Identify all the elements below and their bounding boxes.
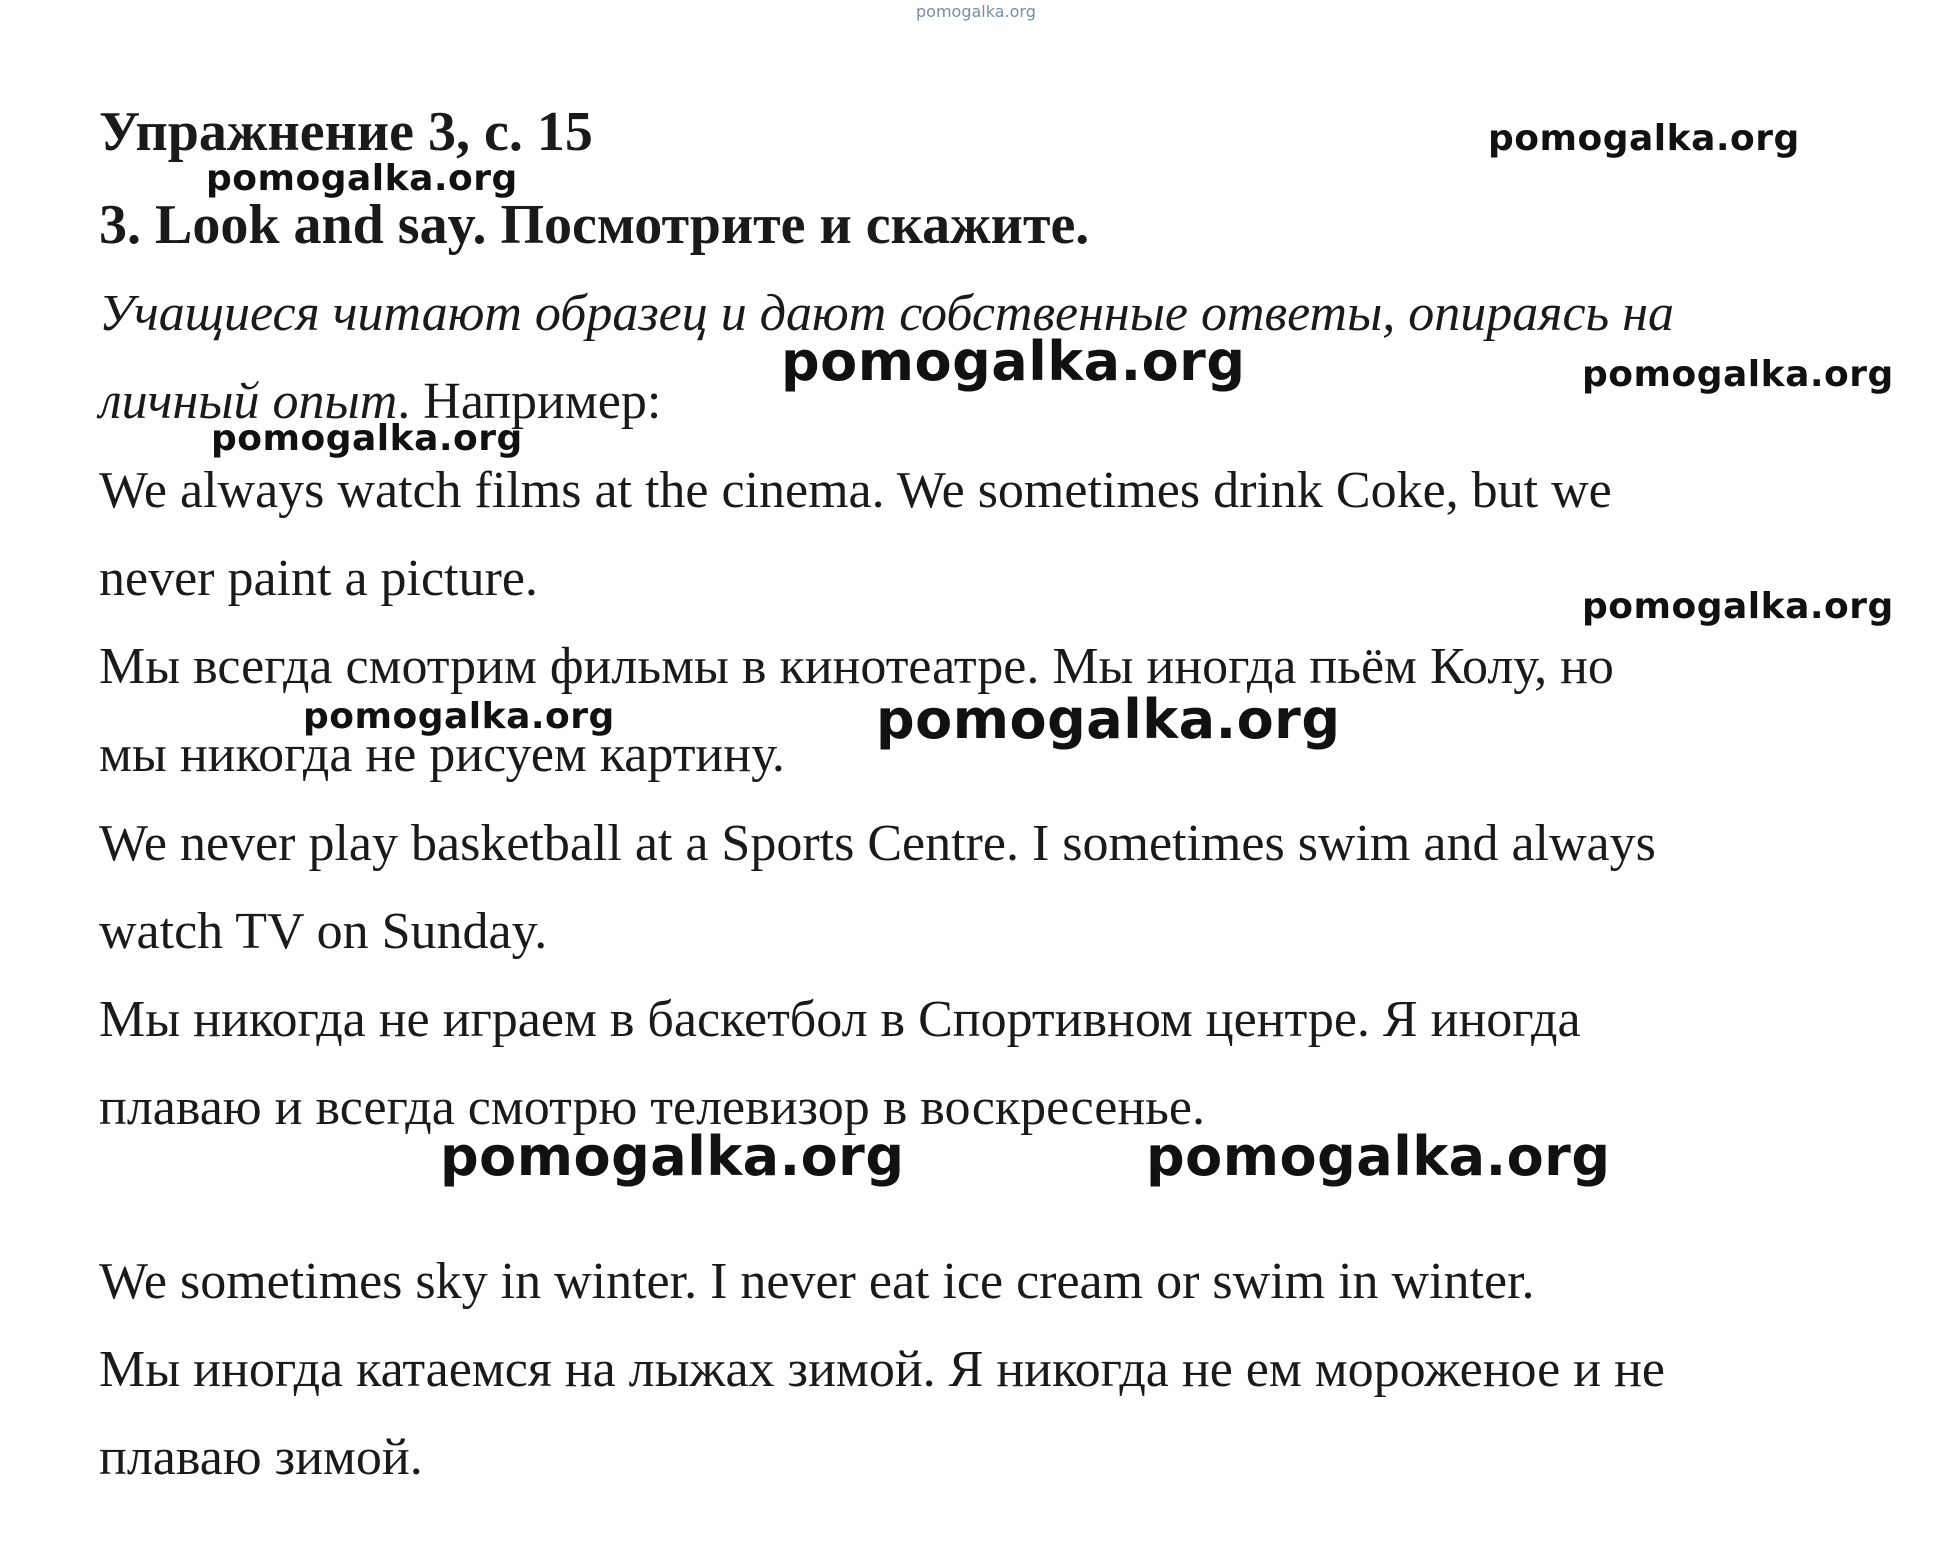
example-2-ru-line-1: Мы никогда не играем в баскетбол в Спортивном центре. Я иногда bbox=[99, 991, 1581, 1048]
example-2-en-line-1: We never play basketball at a Sports Centre. I sometimes swim and always bbox=[99, 815, 1656, 872]
example-3 bbox=[99, 1238, 1899, 1502]
watermark: pomogalka.org bbox=[1488, 118, 1800, 159]
example-2 bbox=[99, 800, 1899, 1152]
watermark: pomogalka.org bbox=[211, 418, 523, 459]
task-heading: 3. Look and say. Посмотрите и скажите. bbox=[99, 194, 1090, 256]
example-3-ru-line-1: Мы иногда катаемся на лыжах зимой. Я никогда не ем мороженое и не bbox=[99, 1341, 1665, 1398]
example-1-en-line-2: never paint a picture. bbox=[99, 550, 538, 607]
instruction-italic-line-1: Учащиеся читают образец и дают собственные ответы, опираясь на bbox=[99, 285, 1675, 342]
example-2-en-line-2: watch TV on Sunday. bbox=[99, 903, 548, 960]
exercise-title: Упражнение 3, с. 15 bbox=[99, 101, 593, 163]
example-3-en-line-1: We sometimes sky in winter. I never eat ice cream or swim in winter. bbox=[99, 1253, 1535, 1310]
watermark: pomogalka.org bbox=[440, 1125, 905, 1188]
watermark-top: pomogalka.org bbox=[916, 2, 1036, 21]
watermark: pomogalka.org bbox=[206, 158, 518, 199]
watermark: pomogalka.org bbox=[781, 330, 1246, 393]
watermark: pomogalka.org bbox=[1146, 1125, 1611, 1188]
watermark: pomogalka.org bbox=[876, 688, 1341, 751]
example-2-ru-line-2: плаваю и всегда смотрю телевизор в воскресенье. bbox=[99, 1079, 1205, 1136]
watermark: pomogalka.org bbox=[1582, 354, 1894, 395]
watermark: pomogalka.org bbox=[1582, 586, 1894, 627]
example-3-ru-line-2: плаваю зимой. bbox=[99, 1429, 423, 1486]
example-1-ru-line-1: Мы всегда смотрим фильмы в кинотеатре. Мы иногда пьём Колу, но bbox=[99, 638, 1614, 695]
instruction-italic-line-2: личный опыт bbox=[99, 373, 398, 430]
watermark: pomogalka.org bbox=[303, 696, 615, 737]
instruction-tail: . Например: bbox=[397, 373, 662, 430]
example-1-ru-line-2: мы никогда не рисуем картину. bbox=[99, 726, 785, 783]
example-1-en-line-1: We always watch films at the cinema. We sometimes drink Coke, but we bbox=[99, 462, 1612, 519]
